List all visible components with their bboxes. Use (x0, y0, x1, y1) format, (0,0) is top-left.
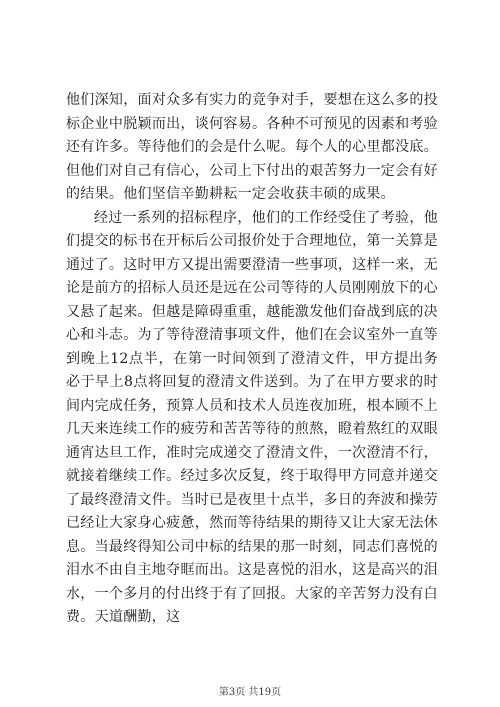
paragraph-1: 他们深知，面对众多有实力的竞争对手，要想在这么多的投标企业中脱颖而出，谈何容易。各种不可预见的因素和考验还有许多。等待他们的会是什么呢。每个人的心里都没底。但他们对自己有信心，公司上下付出的艰苦努力一定会有好的结果。他们坚信辛勤耕耘一定会收获丰硕的成果。 (66, 92, 438, 202)
page-number-label: 第3页 共19页 (218, 687, 282, 698)
page-footer (0, 683, 500, 698)
body-text (66, 89, 438, 630)
paragraph-2: 经过一系列的招标程序，他们的工作经受住了考验，他们提交的标书在开标后公司报价处于合理地位，第一关算是通过了。这时甲方又提出需要澄清一些事项，这样一来，无论是前方的招标人员还是远在公司等待的人员刚刚放下的心又悬了起来。但越是障碍重重，越能激发他们奋战到底的决心和斗志。为了等待澄清事项文件，他们在会议室外一直等到晚上12点半，在第一时间领到了澄清文件，甲方提出务必于早上8点将回复的澄清文件送到。为了在甲方要求的时间内完成任务，预算人员和技术人员连夜加班，根本顾不上几天来连续工作的疲劳和苦苦等待的煎熬，瞪着熬红的双眼通宵达旦工作，准时完成递交了澄清文件，一次澄清不行，就接着继续工作。经过多次反复，终于取得甲方同意并递交了最终澄清文件。当时已是夜里十点半，多日的奔波和操劳已经让大家身心疲惫，然而等待结果的期待又让大家无法休息。当最终得知公司中标的结果的那一时刻，同志们喜悦的泪水不由自主地夺眶而出。这是喜悦的泪水，这是高兴的泪水，一个多月的付出终于有了回报。大家的辛苦努力没有白费。天道酬勤，这 (66, 209, 438, 625)
